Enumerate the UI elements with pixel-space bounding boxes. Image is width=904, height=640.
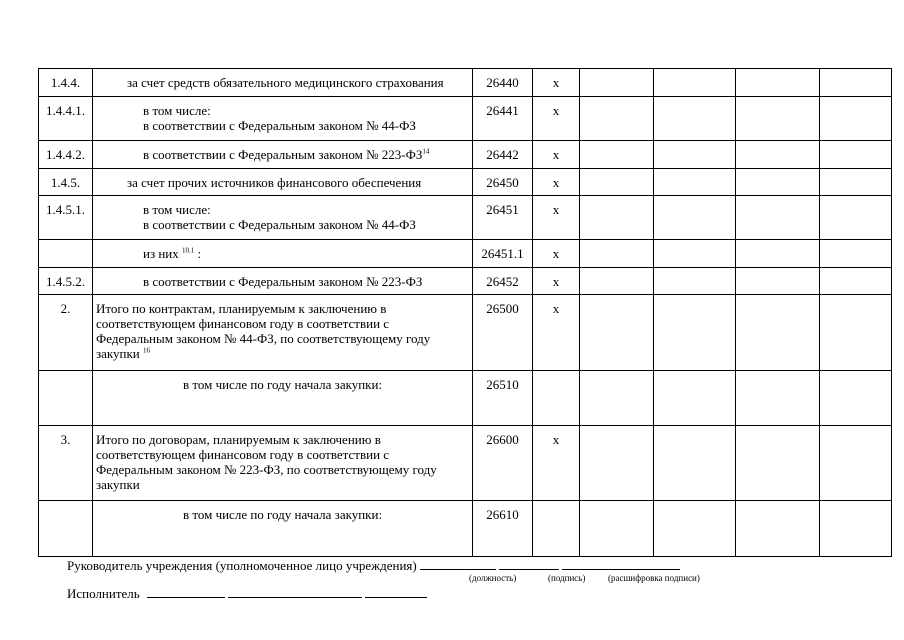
signature-field[interactable] [499,557,559,570]
value-cell[interactable] [580,501,654,557]
head-signature-line [67,557,680,574]
executor-position-field[interactable] [147,585,225,598]
row-number: 3. [39,426,93,501]
row-label: Итого по договорам, планируемым к заключению в соответствующем финансовом году в соответствии с Федеральным законом № 223-ФЗ, по соответствующему году закупки [93,426,473,501]
row-x-mark: x [533,240,580,268]
row-label: в том числе: в соответствии с Федеральным законом № 44-ФЗ [93,196,473,240]
row-label: в том числе по году начала закупки: [93,371,473,426]
row-label: из них $^{10.1}$ : [93,240,473,268]
value-cell[interactable] [580,426,654,501]
footnote-mark: 14 [422,147,430,156]
value-cell[interactable] [820,371,892,426]
table-row [39,268,892,295]
value-cell[interactable] [820,268,892,295]
row-x-mark [533,501,580,557]
row-number: 2. [39,295,93,371]
value-cell[interactable] [736,371,820,426]
table-row [39,141,892,169]
row-x-mark: x [533,196,580,240]
caption-signature: (подпись) [548,573,586,583]
value-cell[interactable] [820,295,892,371]
row-x-mark: x [533,295,580,371]
row-x-mark: x [533,426,580,501]
value-cell[interactable] [736,169,820,196]
table-row [39,371,892,426]
row-label: в соответствии с Федеральным законом № 223-ФЗ [93,268,473,295]
table-row [39,295,892,371]
caption-decode: (расшифровка подписи) [608,573,700,583]
row-x-mark: x [533,268,580,295]
row-code: 26500 [473,295,533,371]
table-row [39,196,892,240]
value-cell[interactable] [736,196,820,240]
executor-phone-field[interactable] [365,585,427,598]
value-cell[interactable] [580,97,654,141]
value-cell[interactable] [736,141,820,169]
value-cell[interactable] [820,97,892,141]
value-cell[interactable] [736,426,820,501]
row-label: в соответствии с Федеральным законом № 223-ФЗ$^{14}$ [93,141,473,169]
value-cell[interactable] [736,295,820,371]
value-cell[interactable] [654,97,736,141]
value-cell[interactable] [580,240,654,268]
table-row [39,240,892,268]
row-number [39,501,93,557]
table-row [39,501,892,557]
executor-label: Исполнитель [67,586,140,601]
row-label: в том числе: в соответствии с Федеральным законом № 44-ФЗ [93,97,473,141]
row-x-mark: x [533,169,580,196]
row-code: 26452 [473,268,533,295]
row-code: 26440 [473,69,533,97]
row-label: за счет прочих источников финансового обеспечения [93,169,473,196]
value-cell[interactable] [736,97,820,141]
value-cell[interactable] [580,69,654,97]
footnote-mark: 10.1 [182,246,195,255]
value-cell[interactable] [654,69,736,97]
row-code: 26610 [473,501,533,557]
value-cell[interactable] [580,371,654,426]
value-cell[interactable] [580,169,654,196]
value-cell[interactable] [736,268,820,295]
position-field[interactable] [420,557,496,570]
row-code: 26442 [473,141,533,169]
plan-table [38,68,892,557]
signature-decode-field[interactable] [562,557,680,570]
row-x-mark [533,371,580,426]
row-code: 26510 [473,371,533,426]
value-cell[interactable] [654,371,736,426]
value-cell[interactable] [654,295,736,371]
value-cell[interactable] [820,141,892,169]
value-cell[interactable] [820,240,892,268]
row-number: 1.4.4.2. [39,141,93,169]
value-cell[interactable] [820,426,892,501]
value-cell[interactable] [654,501,736,557]
value-cell[interactable] [736,501,820,557]
value-cell[interactable] [654,240,736,268]
table-row [39,169,892,196]
row-number: 1.4.5.2. [39,268,93,295]
value-cell[interactable] [736,69,820,97]
value-cell[interactable] [580,196,654,240]
value-cell[interactable] [820,501,892,557]
value-cell[interactable] [736,240,820,268]
row-code: 26441 [473,97,533,141]
row-number: 1.4.4.1. [39,97,93,141]
value-cell[interactable] [654,426,736,501]
row-code: 26451.1 [473,240,533,268]
value-cell[interactable] [654,169,736,196]
row-x-mark: x [533,141,580,169]
executor-signature-line [67,585,427,602]
value-cell[interactable] [654,268,736,295]
row-number: 1.4.5. [39,169,93,196]
row-code: 26600 [473,426,533,501]
table-row [39,69,892,97]
row-label: в том числе по году начала закупки: [93,501,473,557]
row-x-mark: x [533,69,580,97]
row-code: 26450 [473,169,533,196]
row-label: Итого по контрактам, планируемым к заключению в соответствующем финансовом году в соответствии с Федеральным законом № 44-ФЗ, по соответствующему году закупки $^{16}$ [93,295,473,371]
value-cell[interactable] [820,69,892,97]
row-number: 1.4.4. [39,69,93,97]
footnote-mark: 16 [143,346,151,355]
row-number [39,240,93,268]
row-label: за счет средств обязательного медицинского страхования [93,69,473,97]
table-row [39,426,892,501]
row-code: 26451 [473,196,533,240]
value-cell[interactable] [654,141,736,169]
row-number [39,371,93,426]
row-number: 1.4.5.1. [39,196,93,240]
value-cell[interactable] [820,196,892,240]
caption-position: (должность) [469,573,517,583]
table-row [39,97,892,141]
executor-name-field[interactable] [228,585,362,598]
head-label: Руководитель учреждения (уполномоченное лицо учреждения) [67,558,417,573]
value-cell[interactable] [580,295,654,371]
value-cell[interactable] [580,268,654,295]
value-cell[interactable] [654,196,736,240]
row-x-mark: x [533,97,580,141]
value-cell[interactable] [580,141,654,169]
value-cell[interactable] [820,169,892,196]
